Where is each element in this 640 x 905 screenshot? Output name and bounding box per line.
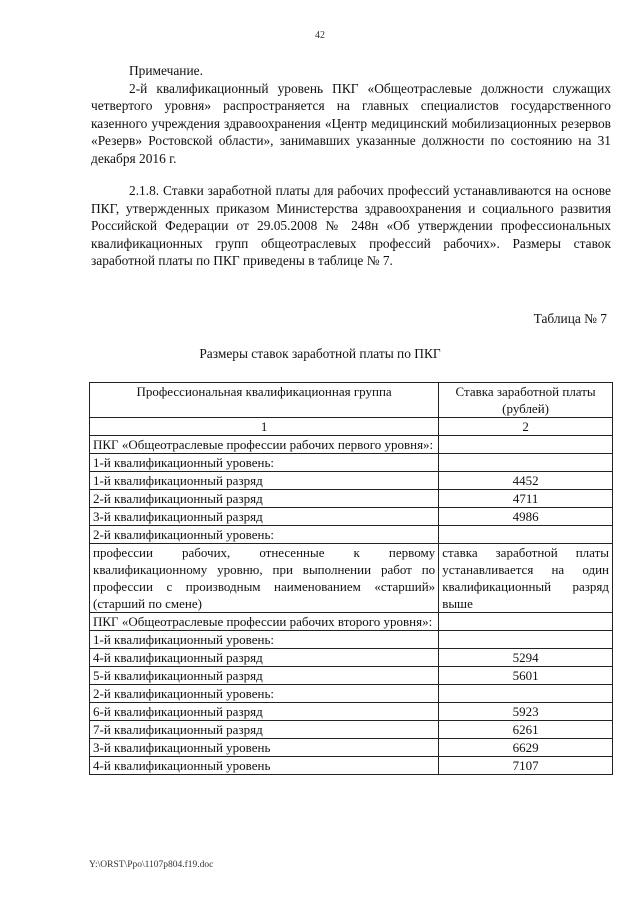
rate-cell: 5923 <box>439 703 613 721</box>
rate-cell <box>439 436 613 454</box>
rate-cell: 6629 <box>439 739 613 757</box>
table-caption: Размеры ставок заработной платы по ПКГ <box>199 346 441 361</box>
table-row <box>90 721 613 739</box>
table-row <box>90 490 613 508</box>
table-row <box>90 472 613 490</box>
table-header-row <box>90 383 613 418</box>
table-row <box>90 631 613 649</box>
header-rate: Ставка заработной платы (рублей) <box>439 383 613 418</box>
group-name-cell: 4-й квалификационный уровень <box>90 757 439 775</box>
note-label: Примечание. <box>129 63 203 78</box>
rate-cell <box>439 454 613 472</box>
file-path-footer: Y:\ORST\Ppo\1107p804.f19.doc <box>89 860 214 870</box>
rate-cell: 6261 <box>439 721 613 739</box>
group-name-cell: 2-й квалификационный уровень: <box>90 685 439 703</box>
group-name-cell: профессии рабочих, отнесенные к первому квалификационному уровню, при выполнении работ по профессии с производным наименованием «старший» (старший по смене) <box>90 544 439 613</box>
table-row <box>90 544 613 613</box>
rate-cell: 5294 <box>439 649 613 667</box>
body-paragraph: 2.1.8. Ставки заработной платы для рабочих профессий устанавливаются на основе ПКГ, утвержденных приказом Министерства здравоохранения и социального развития Российской Федерации от 29.05.2008 № 248н «Об утверждении профессиональных квалификационных групп общеотраслевых профессий рабочих». Размеры ставок заработной платы по ПКГ приведены в таблице № 7. <box>91 183 611 269</box>
column-number-1: 1 <box>90 418 439 436</box>
group-name-cell: ПКГ «Общеотраслевые профессии рабочих второго уровня»: <box>90 613 439 631</box>
rates-table <box>89 382 613 775</box>
group-name-cell: 2-й квалификационный уровень: <box>90 526 439 544</box>
table-row <box>90 508 613 526</box>
table-row <box>90 685 613 703</box>
note-text: 2-й квалификационный уровень ПКГ «Общеотраслевые должности служащих четвертого уровня» распространяется на главных специалистов государственного казенного учреждения здравоохранения «Центр медицинский мобилизационных резервов «Резерв» Ростовской области», занимавших указанные должности по состоянию на 31 декабря 2016 г. <box>91 80 611 166</box>
table-number: Таблица № 7 <box>533 311 607 326</box>
group-name-cell: 1-й квалификационный уровень: <box>90 631 439 649</box>
rate-cell <box>439 631 613 649</box>
rate-cell <box>439 613 613 631</box>
table-row <box>90 454 613 472</box>
page-number: 42 <box>315 30 325 41</box>
rate-cell: 4452 <box>439 472 613 490</box>
group-name-cell: 5-й квалификационный разряд <box>90 667 439 685</box>
rate-cell: 4986 <box>439 508 613 526</box>
rate-cell <box>439 526 613 544</box>
table-row <box>90 526 613 544</box>
rate-cell: 7107 <box>439 757 613 775</box>
group-name-cell: 3-й квалификационный уровень <box>90 739 439 757</box>
column-number-2: 2 <box>439 418 613 436</box>
rate-cell <box>439 685 613 703</box>
table-row <box>90 739 613 757</box>
header-group: Профессиональная квалификационная группа <box>90 383 439 418</box>
table-row <box>90 436 613 454</box>
table-row <box>90 649 613 667</box>
group-name-cell: ПКГ «Общеотраслевые профессии рабочих первого уровня»: <box>90 436 439 454</box>
note-section <box>91 62 611 168</box>
group-name-cell: 3-й квалификационный разряд <box>90 508 439 526</box>
group-name-cell: 4-й квалификационный разряд <box>90 649 439 667</box>
body-paragraph-section <box>91 182 611 270</box>
group-name-cell: 7-й квалификационный разряд <box>90 721 439 739</box>
table-row <box>90 613 613 631</box>
table-row <box>90 703 613 721</box>
table-row <box>90 757 613 775</box>
group-name-cell: 1-й квалификационный разряд <box>90 472 439 490</box>
table-row <box>90 667 613 685</box>
rate-cell: 5601 <box>439 667 613 685</box>
rate-cell: 4711 <box>439 490 613 508</box>
group-name-cell: 6-й квалификационный разряд <box>90 703 439 721</box>
group-name-cell: 1-й квалификационный уровень: <box>90 454 439 472</box>
column-number-row <box>90 418 613 436</box>
group-name-cell: 2-й квалификационный разряд <box>90 490 439 508</box>
rate-cell: ставка заработной платы устанавливается на один квалификационный разряд выше <box>439 544 613 613</box>
